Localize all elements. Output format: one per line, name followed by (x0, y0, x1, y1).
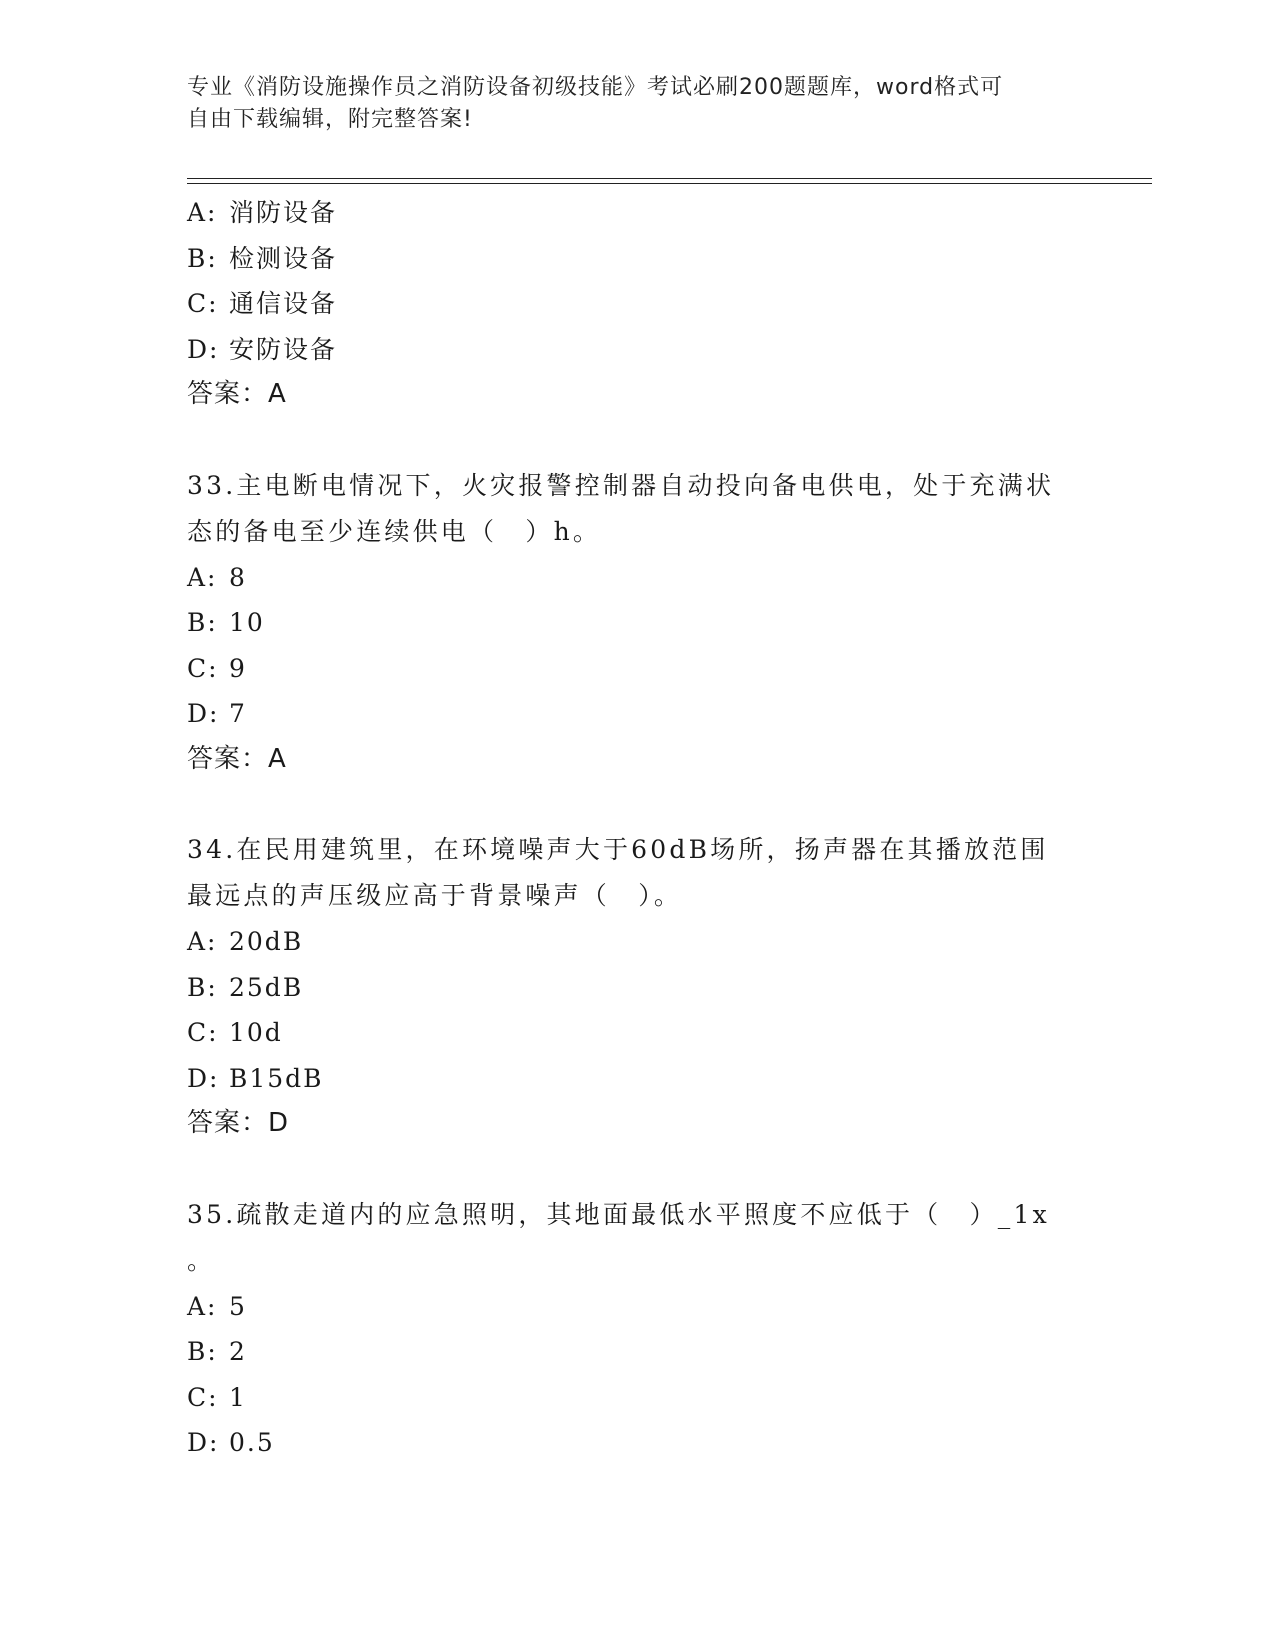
option-text: 9 (229, 653, 247, 683)
option-key: A: (187, 927, 218, 956)
option-d (187, 691, 1117, 737)
option-text: 10d (229, 1018, 283, 1047)
answer-line: 答案：D (187, 1108, 290, 1138)
option-key: A: (187, 198, 218, 227)
option-d (187, 1420, 1117, 1466)
option-key: B: (187, 243, 218, 273)
option-c (187, 1375, 1117, 1421)
option-text: 通信设备 (229, 289, 338, 318)
option-text: 0.5 (229, 1428, 275, 1457)
option-a (187, 190, 1117, 236)
option-key: B: (187, 608, 218, 637)
option-key: C: (187, 1018, 219, 1047)
header-line-2: 自由下载编辑，附完整答案! (187, 107, 473, 132)
option-key: D: (187, 699, 220, 728)
option-text: 10 (229, 608, 265, 637)
option-key: A: (187, 562, 218, 592)
option-b (187, 236, 1117, 282)
option-key: D: (187, 1428, 220, 1457)
question-stem (187, 463, 1087, 555)
spacer (187, 1147, 1117, 1192)
option-text: 20dB (229, 927, 304, 956)
spacer (187, 418, 1117, 463)
option-text: 消防设备 (229, 198, 338, 227)
question-33 (187, 463, 1117, 783)
option-key: C: (187, 1382, 219, 1412)
option-text: 8 (229, 562, 247, 592)
option-text: B15dB (229, 1063, 324, 1093)
option-key: C: (187, 653, 219, 683)
answer-line: 答案：A (187, 743, 287, 774)
option-key: D: (187, 334, 220, 364)
option-key: D: (187, 1063, 220, 1093)
stem-line-2: 。 (187, 1245, 216, 1275)
option-key: A: (187, 1291, 218, 1321)
question-34 (187, 827, 1117, 1147)
option-b (187, 1329, 1117, 1375)
option-text: 检测设备 (229, 243, 338, 273)
question-35 (187, 1192, 1117, 1466)
question-stem (187, 827, 1087, 919)
stem-line-1: 35.疏散走道内的应急照明，其地面最低水平照度不应低于（ ）_1x (187, 1199, 1050, 1229)
option-text: 1 (229, 1382, 247, 1412)
option-c (187, 1010, 1117, 1056)
option-key: B: (187, 972, 218, 1002)
option-d (187, 1056, 1117, 1102)
option-text: 7 (229, 699, 247, 728)
stem-line-2: 最远点的声压级应高于背景噪声（ ）。 (187, 881, 683, 910)
option-a (187, 919, 1117, 965)
stem-line-2: 态的备电至少连续供电（ ）h。 (187, 516, 602, 546)
option-text: 5 (229, 1291, 247, 1321)
question-list (187, 190, 1117, 1466)
question-stem (187, 1192, 1087, 1284)
spacer (187, 782, 1117, 827)
header-divider-top (187, 178, 1152, 179)
answer-line: 答案：A (187, 379, 287, 409)
option-a (187, 1284, 1117, 1330)
option-text: 25dB (229, 972, 304, 1002)
stem-line-1: 34.在民用建筑里，在环境噪声大于60dB场所，扬声器在其播放范围 (187, 835, 1049, 864)
option-b (187, 965, 1117, 1011)
document-header (187, 72, 1067, 136)
question-32 (187, 190, 1117, 418)
option-text: 2 (229, 1337, 247, 1366)
option-c (187, 646, 1117, 692)
header-divider-bottom (187, 183, 1152, 184)
option-c (187, 281, 1117, 327)
header-line-1: 专业《消防设施操作员之消防设备初级技能》考试必刷200题题库，word格式可 (187, 75, 1004, 100)
option-b (187, 600, 1117, 646)
option-a (187, 555, 1117, 601)
stem-line-1: 33.主电断电情况下，火灾报警控制器自动投向备电供电，处于充满状 (187, 470, 1055, 500)
option-d (187, 327, 1117, 373)
option-key: B: (187, 1337, 218, 1366)
option-key: C: (187, 289, 219, 318)
option-text: 安防设备 (229, 334, 338, 364)
